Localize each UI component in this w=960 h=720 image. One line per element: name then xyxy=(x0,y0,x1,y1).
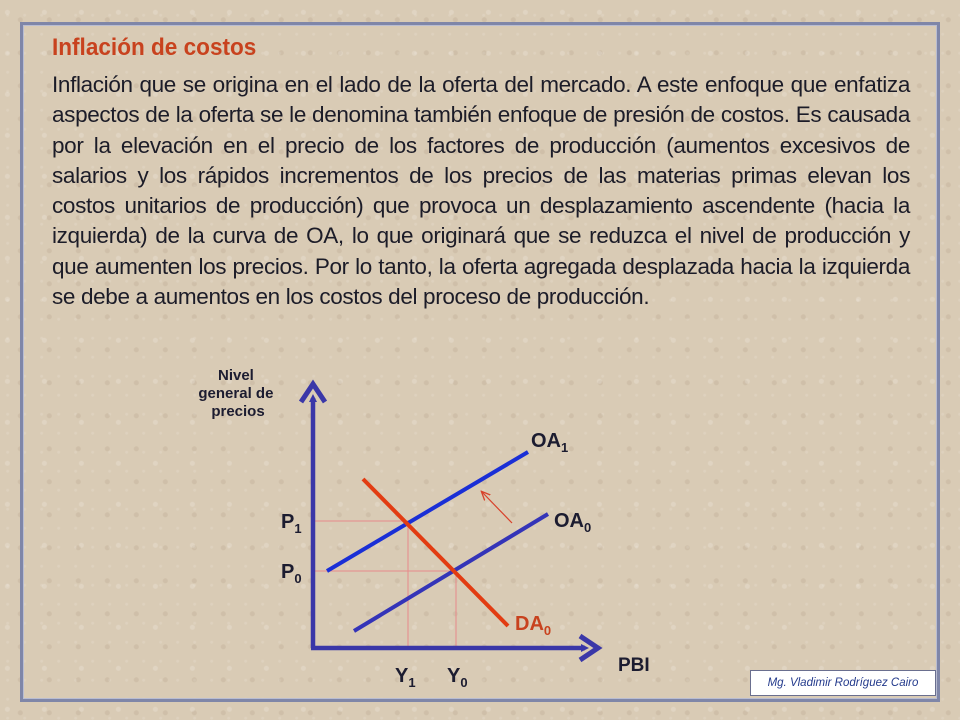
oa1-curve xyxy=(327,452,528,571)
y0-label xyxy=(447,665,468,690)
p0-label-base: P xyxy=(281,561,295,583)
author-credit: Mg. Vladimir Rodríguez Cairo xyxy=(750,670,936,696)
y-axis-label-line-3: precios xyxy=(211,403,265,420)
p0-label-sub: 0 xyxy=(294,571,302,586)
da0-label xyxy=(515,613,551,638)
y-axis-label xyxy=(198,367,277,420)
y1-label-sub: 1 xyxy=(408,675,416,690)
oa0-label-base: OA xyxy=(554,510,584,532)
p1-label-sub: 1 xyxy=(294,521,302,536)
slide-title: Inflación de costos xyxy=(52,34,257,61)
p0-label xyxy=(281,561,302,586)
oa0-label xyxy=(554,510,591,535)
oa1-label-base: OA xyxy=(531,430,561,452)
oa1-label-sub: 1 xyxy=(561,440,569,455)
da0-label-base: DA xyxy=(515,613,544,635)
y0-label-sub: 0 xyxy=(460,675,468,690)
supply-shift-arrow xyxy=(482,492,512,523)
y0-label-base: Y xyxy=(447,665,461,687)
x-axis-label: PBI xyxy=(618,655,650,676)
p1-label xyxy=(281,511,302,536)
oa0-label-sub: 0 xyxy=(584,520,592,535)
da0-label-sub: 0 xyxy=(543,623,552,638)
y-axis-label-line-2: general de xyxy=(198,385,274,402)
y-axis-label-line-1: Nivel xyxy=(217,367,254,384)
p1-label-base: P xyxy=(281,511,295,533)
slide-body-text: Inflación que se origina en el lado de la oferta del mercado. A este enfoque que enfatiza aspectos de la oferta se le denomina también enfoque de presión de costos. Es causada por la elevación en el precio de los factores de producción (aumentos excesivos de salarios y los rápidos incrementos de los precios de las materias primas elevan los costos unitarios de producción) que provoca un desplazamiento ascendente (hacia la izquierda) de la curva de OA, lo que originará que se reduzca el nivel de producción y que aumenten los precios. Por lo tanto, la oferta agregada desplazada hacia la izquierda se debe a aumentos en los costos del proceso de producción. xyxy=(52,72,910,310)
y1-label-base: Y xyxy=(395,665,409,687)
y1-label xyxy=(395,665,416,690)
oa1-label xyxy=(531,430,568,455)
